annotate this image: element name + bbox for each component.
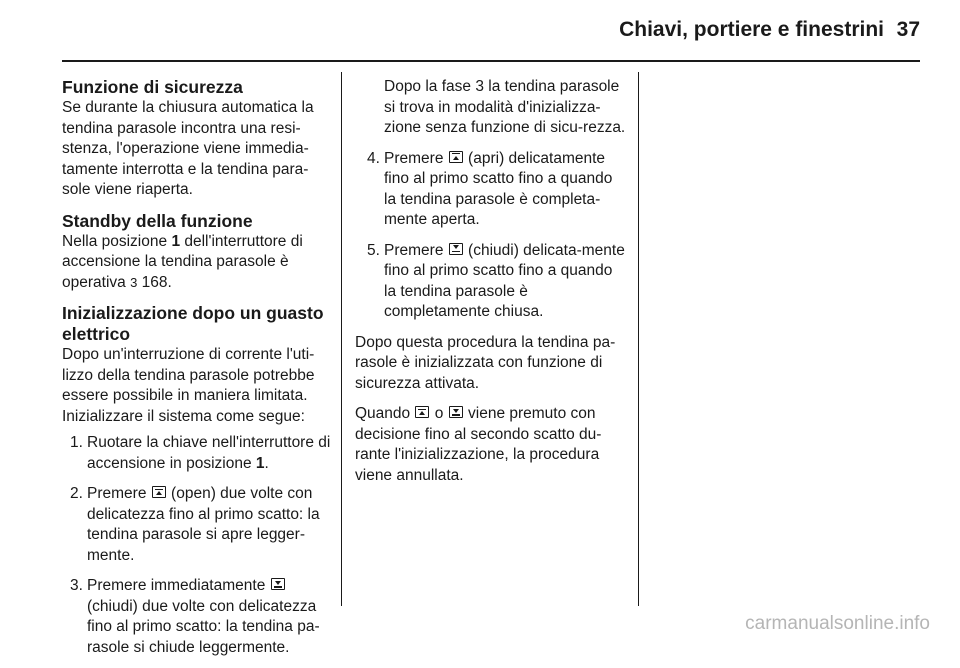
column-2 <box>355 77 627 496</box>
sunblind-close-icon <box>449 406 463 418</box>
step-2: 2. Premere (open) due volte con delicatezza fino al primo scatto: la tendina parasole si apre legger-mente. <box>70 485 320 564</box>
header-rule <box>62 60 920 62</box>
column-divider-left <box>341 72 342 606</box>
sunblind-open-icon <box>415 406 429 418</box>
heading-initialization: Inizializzazione dopo un guasto elettrico <box>62 303 324 344</box>
procedure-result-text: Dopo questa procedura la tendina pa-rasole è inizializzata con funzione di sicurezza attivata. <box>355 333 616 392</box>
step-number: 5. <box>367 241 380 259</box>
sunblind-open-icon <box>152 486 166 498</box>
header-title: Chiavi, portiere e finestrini <box>619 18 884 41</box>
sunblind-close-icon <box>449 243 463 255</box>
watermark: carmanualsonline.info <box>745 613 930 634</box>
step-4: 4. Premere (apri) delicatamente fino al primo scatto fino a quando la tendina parasole è completa-mente aperta. <box>367 149 613 228</box>
heading-safety-function: Funzione di sicurezza <box>62 77 243 97</box>
sunblind-close-icon <box>271 578 285 590</box>
step-1: 1. Ruotare la chiave nell'interruttore di accensione in posizione 1. <box>70 434 331 472</box>
standby-text: Nella posizione 1 dell'interruttore di accensione la tendina parasole è operativa 3 168. <box>62 232 332 294</box>
safety-function-text: Se durante la chiusura automatica la tendina parasole incontra una resi-stenza, l'operazione viene immedia-tamente interrotta e la tendina para-sole viene riaperta. <box>62 99 314 198</box>
heading-standby: Standby della funzione <box>62 210 253 231</box>
step-5: 5. Premere (chiudi) delicata-mente fino al primo scatto fino a quando la tendina parasole è completamente chiusa. <box>367 241 625 320</box>
step-number: 2. <box>70 485 83 502</box>
step-number: 4. <box>367 149 380 167</box>
step-3-continuation: Dopo la fase 3 la tendina parasole si trova in modalità d'inizializza-zione senza funzione di sicu-rezza. <box>384 78 626 136</box>
initialization-text: Dopo un'interruzione di corrente l'uti-lizzo della tendina parasole potrebbe essere possibile in maniera limitata. Inizializzare il sistema come segue: <box>62 346 315 425</box>
step-number: 1. <box>70 434 83 451</box>
page-number: 37 <box>896 18 920 41</box>
page-reference-icon: 3 <box>130 274 138 290</box>
column-divider-right <box>638 72 639 606</box>
cancel-note-text: Quando o viene premuto con decisione fino al secondo scatto du-rante l'inizializzazione, la procedura viene annullata. <box>355 405 602 484</box>
step-3: 3. Premere immediatamente (chiudi) due volte con delicatezza fino al primo scatto: la tendina pa-rasole si chiude leggermente. <box>70 577 320 656</box>
column-1 <box>62 77 332 668</box>
sunblind-open-icon <box>449 151 463 163</box>
step-number: 3. <box>70 577 83 594</box>
